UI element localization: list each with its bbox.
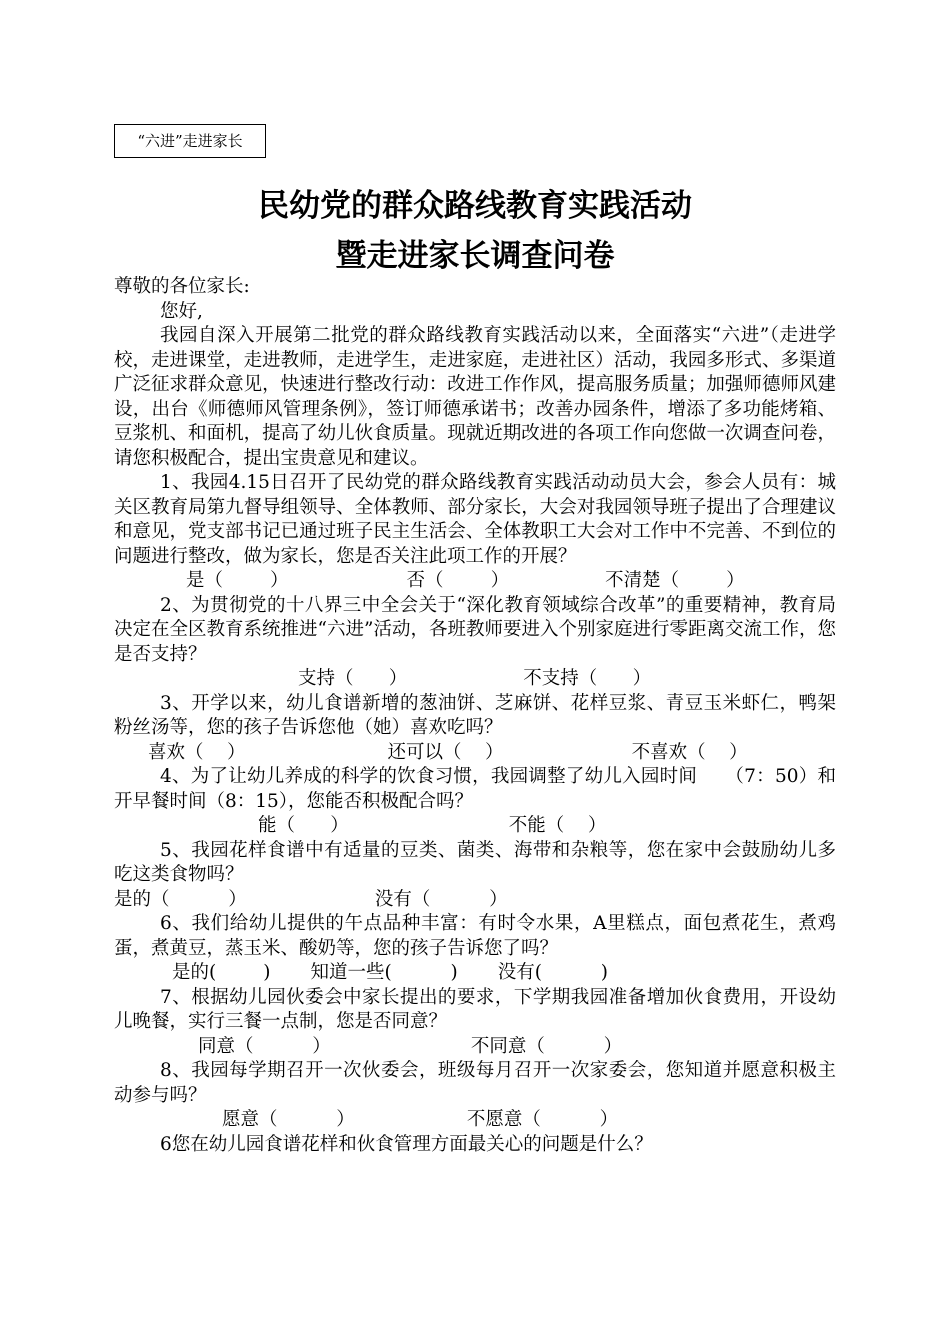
answer-option[interactable]: 还可以（ ） [387,741,504,763]
answer-option[interactable]: 是的（ ） [114,888,247,910]
question-5: 5、我园花样食谱中有适量的豆类、菌类、海带和杂粮等，您在家中会鼓励幼儿多吃这类食物吗？ [114,839,836,885]
question-3: 3、开学以来，幼儿食谱新增的葱油饼、芝麻饼、花样豆浆、青豆玉米虾仁，鸭架粉丝汤等，您的孩子告诉您他（她）喜欢吃吗？ [114,692,836,738]
answer-option[interactable]: 不愿意（ ） [466,1109,619,1130]
question-2-options [114,667,836,692]
question-5-options [114,888,836,913]
question-6-options [114,961,836,986]
question-7: 7、根据幼儿园伙委会中家长提出的要求，下学期我园准备增加伙食费用，开设幼儿晚餐，实行三餐一点制，您是否同意？ [114,986,836,1032]
question-8-options [114,1108,836,1133]
answer-option[interactable]: 喜欢（ ） [148,741,246,763]
document-title-line1: 民幼党的群众路线教育实践活动 [258,188,692,224]
question-7-options [114,1035,836,1060]
question-1-options [114,569,836,594]
answer-option[interactable]: 不能（ ） [508,815,607,836]
answer-option[interactable]: 没有( ) [497,962,608,983]
answer-option[interactable]: 不同意（ ） [470,1035,623,1057]
answer-option[interactable]: 不支持（ ） [523,668,652,689]
answer-option[interactable]: 同意（ ） [198,1035,331,1057]
category-tag: “六进”走进家长 [114,124,266,158]
question-3-options [114,741,836,766]
document-body [114,275,836,1157]
question-2: 2、为贯彻党的十八界三中全会关于“深化教育领域综合改革”的重要精神，教育局决定在全区教育系统推进“六进”活动，各班教师要进入个别家庭进行零距离交流工作，您是否支持？ [114,594,836,665]
answer-option[interactable]: 是的( ) [172,962,271,983]
answer-option[interactable]: 不喜欢（ ） [631,741,748,763]
document-title-line2: 暨走进家长调查问卷 [335,238,615,274]
question-4-options [114,814,836,839]
question-1: 1、我园4.15日召开了民幼党的群众路线教育实践活动动员大会，参会人员有：城关区教育局第九督导组领导、全体教师、部分家长，大会对我园领导班子提出了合理建议和意见，党支部书记已通过班子民主生活会、全体教职工大会对工作中不完善、不到位的问题进行整改，做为家长，您是否关注此项工作的开展？ [114,472,836,567]
answer-option[interactable]: 知道一些( ) [310,962,458,983]
intro-paragraph: 我园自深入开展第二批党的群众路线教育实践活动以来，全面落实“六进”（走进学校，走进课堂，走进教师，走进学生，走进家庭，走进社区）活动，我园多形式、多渠道广泛征求群众意见，快速进行整改行动：改进工作作风，提高服务质量；加强师德师风建设，出台《师德师风管理条例》，签订师德承诺书；改善办园条件，增添了多功能烤箱、豆浆机、和面机，提高了幼儿伙食质量。现就近期改进的各项工作向您做一次调查问卷，请您积极配合，提出宝贵意见和建议。 [114,325,836,469]
answer-option[interactable]: 否（ ） [406,570,510,591]
answer-option[interactable]: 不清楚（ ） [605,570,745,591]
answer-option[interactable]: 没有（ ） [374,888,508,910]
salutation: 尊敬的各位家长: [114,276,250,297]
final-question: 6您在幼儿园食谱花样和伙食管理方面最关心的问题是什么？ [160,1133,653,1155]
answer-option[interactable]: 是（ ） [186,570,289,591]
question-4: 4、为了让幼儿养成的科学的饮食习惯，我园调整了幼儿入园时间 （7：50）和开早餐时间（8：15），您能否积极配合吗？ [114,766,836,812]
answer-option[interactable]: 支持（ ） [298,668,408,689]
answer-option[interactable]: 愿意（ ） [222,1109,355,1130]
answer-option[interactable]: 能（ ） [258,815,349,836]
greeting: 您好, [160,300,203,322]
question-6: 6、我们给幼儿提供的午点品种丰富：有时令水果，A里糕点，面包煮花生，煮鸡蛋，煮黄豆，蒸玉米、酸奶等，您的孩子告诉您了吗？ [114,913,836,959]
question-8: 8、我园每学期召开一次伙委会，班级每月召开一次家委会，您知道并愿意积极主动参与吗？ [114,1060,836,1106]
